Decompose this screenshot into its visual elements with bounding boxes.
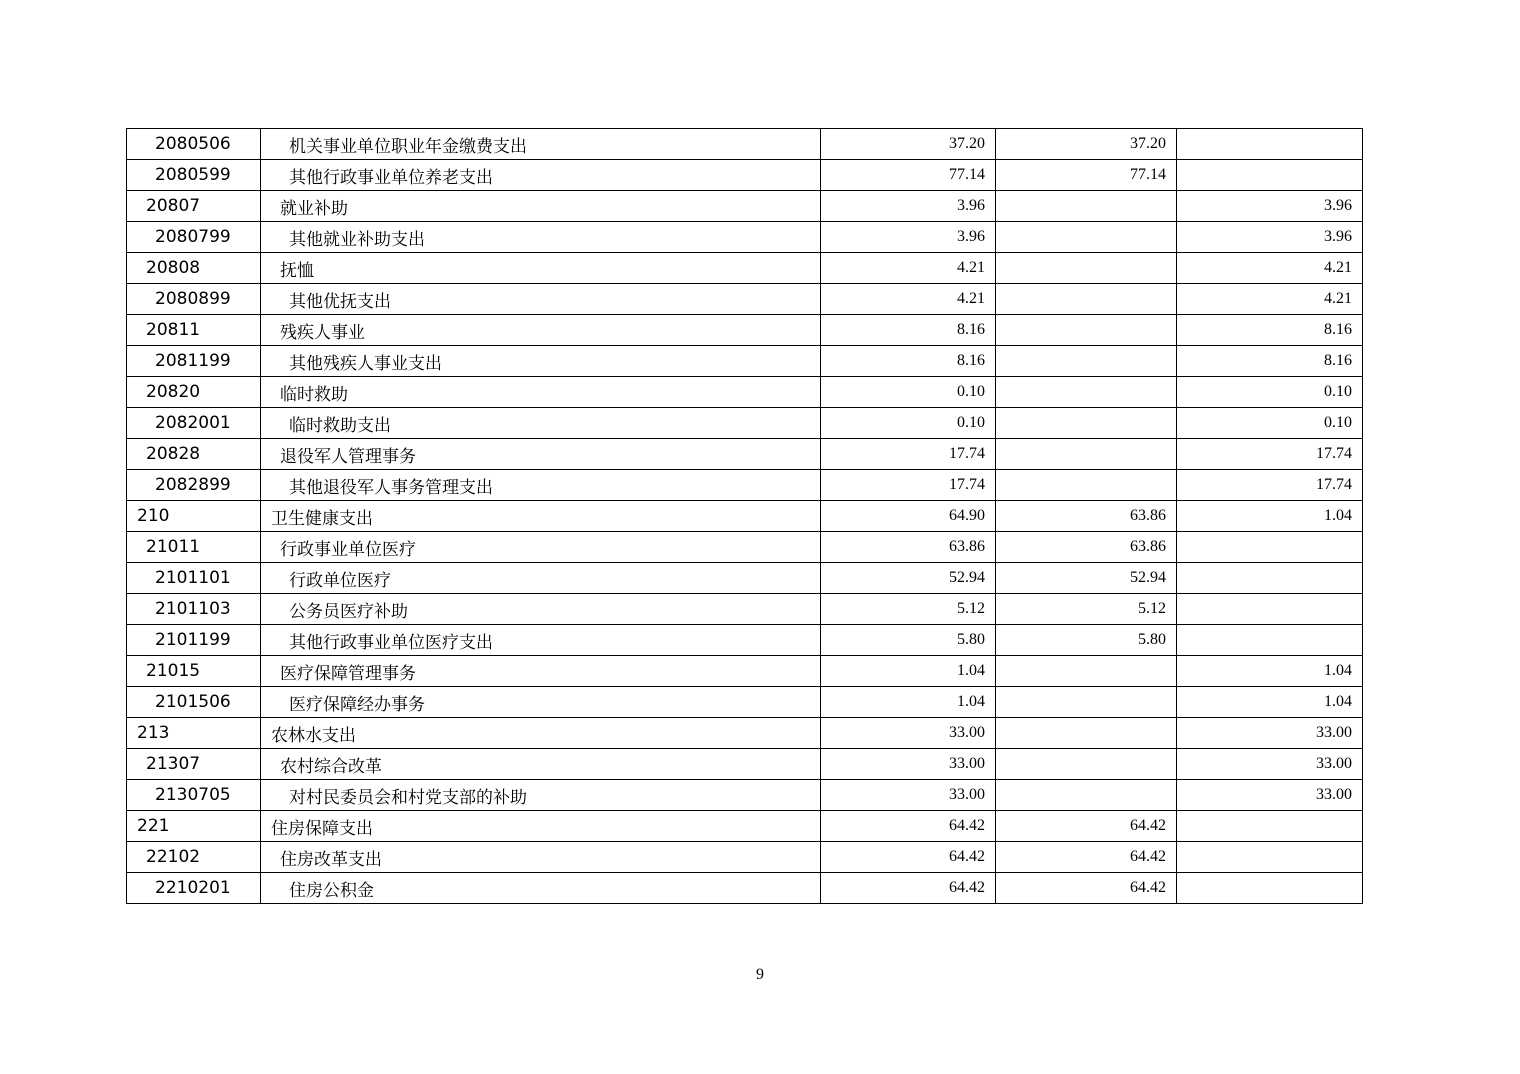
subject-code-cell: 2080599 (127, 160, 261, 191)
subject-name-cell: 行政单位医疗 (261, 563, 821, 594)
subject-code-cell: 2080799 (127, 222, 261, 253)
subject-name-cell: 其他就业补助支出 (261, 222, 821, 253)
subject-name-cell: 医疗保障经办事务 (261, 687, 821, 718)
basic-expenditure-cell (996, 284, 1177, 315)
project-expenditure-cell: 0.10 (1177, 377, 1363, 408)
project-expenditure-cell: 17.74 (1177, 470, 1363, 501)
subject-code-cell: 2101101 (127, 563, 261, 594)
subject-code-cell: 22102 (127, 842, 261, 873)
basic-expenditure-cell: 37.20 (996, 129, 1177, 160)
subject-name-cell: 残疾人事业 (261, 315, 821, 346)
table-row (127, 594, 1363, 625)
subject-code-cell: 2101506 (127, 687, 261, 718)
total-amount-cell: 1.04 (821, 687, 996, 718)
project-expenditure-cell: 33.00 (1177, 780, 1363, 811)
project-expenditure-cell (1177, 532, 1363, 563)
table-row (127, 563, 1363, 594)
subject-name-cell: 退役军人管理事务 (261, 439, 821, 470)
subject-name-cell: 住房公积金 (261, 873, 821, 904)
project-expenditure-cell: 17.74 (1177, 439, 1363, 470)
project-expenditure-cell (1177, 811, 1363, 842)
subject-code-cell: 20808 (127, 253, 261, 284)
table-row (127, 873, 1363, 904)
total-amount-cell: 5.12 (821, 594, 996, 625)
subject-name-cell: 农村综合改革 (261, 749, 821, 780)
subject-name-cell: 公务员医疗补助 (261, 594, 821, 625)
basic-expenditure-cell (996, 346, 1177, 377)
subject-name-cell: 对村民委员会和村党支部的补助 (261, 780, 821, 811)
project-expenditure-cell: 33.00 (1177, 749, 1363, 780)
total-amount-cell: 64.42 (821, 873, 996, 904)
basic-expenditure-cell (996, 470, 1177, 501)
total-amount-cell: 17.74 (821, 470, 996, 501)
basic-expenditure-cell (996, 377, 1177, 408)
subject-name-cell: 医疗保障管理事务 (261, 656, 821, 687)
project-expenditure-cell (1177, 594, 1363, 625)
basic-expenditure-cell (996, 780, 1177, 811)
subject-name-cell: 其他行政事业单位养老支出 (261, 160, 821, 191)
subject-code-cell: 213 (127, 718, 261, 749)
subject-code-cell: 2082001 (127, 408, 261, 439)
basic-expenditure-cell (996, 191, 1177, 222)
basic-expenditure-cell: 5.12 (996, 594, 1177, 625)
subject-name-cell: 其他退役军人事务管理支出 (261, 470, 821, 501)
basic-expenditure-cell: 63.86 (996, 532, 1177, 563)
total-amount-cell: 0.10 (821, 377, 996, 408)
subject-code-cell: 20820 (127, 377, 261, 408)
table-row (127, 780, 1363, 811)
table-row (127, 656, 1363, 687)
subject-code-cell: 2082899 (127, 470, 261, 501)
subject-code-cell: 21307 (127, 749, 261, 780)
subject-name-cell: 抚恤 (261, 253, 821, 284)
basic-expenditure-cell: 52.94 (996, 563, 1177, 594)
table-row (127, 842, 1363, 873)
total-amount-cell: 5.80 (821, 625, 996, 656)
basic-expenditure-cell: 64.42 (996, 811, 1177, 842)
basic-expenditure-cell: 63.86 (996, 501, 1177, 532)
table-row (127, 749, 1363, 780)
project-expenditure-cell: 8.16 (1177, 346, 1363, 377)
total-amount-cell: 17.74 (821, 439, 996, 470)
project-expenditure-cell (1177, 563, 1363, 594)
total-amount-cell: 3.96 (821, 222, 996, 253)
project-expenditure-cell: 33.00 (1177, 718, 1363, 749)
total-amount-cell: 8.16 (821, 315, 996, 346)
subject-code-cell: 2101103 (127, 594, 261, 625)
table-row (127, 408, 1363, 439)
subject-code-cell: 21015 (127, 656, 261, 687)
total-amount-cell: 0.10 (821, 408, 996, 439)
basic-expenditure-cell (996, 718, 1177, 749)
total-amount-cell: 8.16 (821, 346, 996, 377)
project-expenditure-cell (1177, 129, 1363, 160)
basic-expenditure-cell (996, 439, 1177, 470)
basic-expenditure-cell (996, 749, 1177, 780)
page-number: 9 (756, 966, 764, 983)
basic-expenditure-cell (996, 315, 1177, 346)
basic-expenditure-cell: 64.42 (996, 842, 1177, 873)
subject-name-cell: 卫生健康支出 (261, 501, 821, 532)
subject-name-cell: 农林水支出 (261, 718, 821, 749)
expenditure-table-body (127, 129, 1363, 904)
subject-name-cell: 临时救助 (261, 377, 821, 408)
total-amount-cell: 77.14 (821, 160, 996, 191)
table-row (127, 284, 1363, 315)
project-expenditure-cell: 3.96 (1177, 222, 1363, 253)
total-amount-cell: 63.86 (821, 532, 996, 563)
basic-expenditure-cell (996, 408, 1177, 439)
table-row (127, 532, 1363, 563)
basic-expenditure-cell (996, 687, 1177, 718)
basic-expenditure-cell: 64.42 (996, 873, 1177, 904)
table-row (127, 718, 1363, 749)
subject-code-cell: 20811 (127, 315, 261, 346)
project-expenditure-cell: 1.04 (1177, 656, 1363, 687)
table-row (127, 687, 1363, 718)
subject-code-cell: 20807 (127, 191, 261, 222)
basic-expenditure-cell (996, 222, 1177, 253)
subject-code-cell: 221 (127, 811, 261, 842)
basic-expenditure-cell (996, 656, 1177, 687)
basic-expenditure-cell (996, 253, 1177, 284)
total-amount-cell: 33.00 (821, 780, 996, 811)
project-expenditure-cell (1177, 842, 1363, 873)
subject-name-cell: 就业补助 (261, 191, 821, 222)
subject-name-cell: 住房改革支出 (261, 842, 821, 873)
table-row (127, 129, 1363, 160)
table-row (127, 439, 1363, 470)
subject-code-cell: 2080506 (127, 129, 261, 160)
subject-code-cell: 2101199 (127, 625, 261, 656)
subject-code-cell: 2210201 (127, 873, 261, 904)
subject-name-cell: 临时救助支出 (261, 408, 821, 439)
total-amount-cell: 4.21 (821, 284, 996, 315)
project-expenditure-cell: 1.04 (1177, 501, 1363, 532)
project-expenditure-cell (1177, 625, 1363, 656)
project-expenditure-cell: 4.21 (1177, 284, 1363, 315)
subject-name-cell: 其他行政事业单位医疗支出 (261, 625, 821, 656)
subject-code-cell: 2080899 (127, 284, 261, 315)
subject-name-cell: 其他优抚支出 (261, 284, 821, 315)
project-expenditure-cell (1177, 873, 1363, 904)
subject-code-cell: 21011 (127, 532, 261, 563)
total-amount-cell: 52.94 (821, 563, 996, 594)
subject-name-cell: 住房保障支出 (261, 811, 821, 842)
project-expenditure-cell: 1.04 (1177, 687, 1363, 718)
table-row (127, 191, 1363, 222)
table-row (127, 253, 1363, 284)
subject-name-cell: 行政事业单位医疗 (261, 532, 821, 563)
table-row (127, 501, 1363, 532)
basic-expenditure-cell: 77.14 (996, 160, 1177, 191)
expenditure-table (126, 128, 1363, 904)
total-amount-cell: 64.90 (821, 501, 996, 532)
table-row (127, 222, 1363, 253)
table-row (127, 811, 1363, 842)
subject-name-cell: 其他残疾人事业支出 (261, 346, 821, 377)
basic-expenditure-cell: 5.80 (996, 625, 1177, 656)
table-row (127, 377, 1363, 408)
total-amount-cell: 33.00 (821, 718, 996, 749)
total-amount-cell: 64.42 (821, 842, 996, 873)
project-expenditure-cell: 8.16 (1177, 315, 1363, 346)
total-amount-cell: 64.42 (821, 811, 996, 842)
table-row (127, 315, 1363, 346)
subject-code-cell: 210 (127, 501, 261, 532)
total-amount-cell: 33.00 (821, 749, 996, 780)
total-amount-cell: 3.96 (821, 191, 996, 222)
table-row (127, 160, 1363, 191)
table-row (127, 625, 1363, 656)
table-row (127, 346, 1363, 377)
table-row (127, 470, 1363, 501)
subject-name-cell: 机关事业单位职业年金缴费支出 (261, 129, 821, 160)
project-expenditure-cell: 4.21 (1177, 253, 1363, 284)
project-expenditure-cell: 0.10 (1177, 408, 1363, 439)
total-amount-cell: 37.20 (821, 129, 996, 160)
project-expenditure-cell: 3.96 (1177, 191, 1363, 222)
subject-code-cell: 2081199 (127, 346, 261, 377)
project-expenditure-cell (1177, 160, 1363, 191)
subject-code-cell: 20828 (127, 439, 261, 470)
total-amount-cell: 4.21 (821, 253, 996, 284)
subject-code-cell: 2130705 (127, 780, 261, 811)
total-amount-cell: 1.04 (821, 656, 996, 687)
